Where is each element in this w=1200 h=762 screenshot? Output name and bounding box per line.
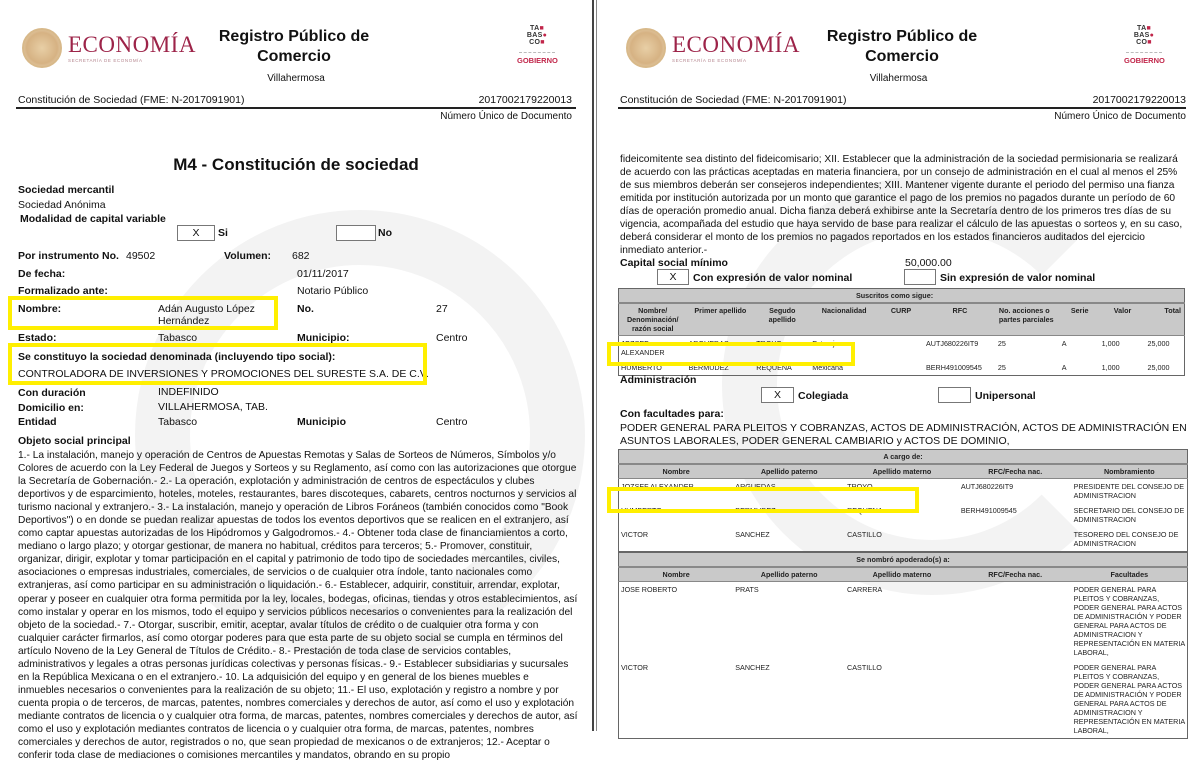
suscritos-table — [618, 288, 1185, 376]
table-cell: PRATS — [735, 585, 759, 594]
city-label: Villahermosa — [869, 73, 928, 84]
table-cell: PRESIDENTE DEL CONSEJO DE ADMINISTRACION — [1073, 482, 1185, 500]
tabasco-logo-text: BAS — [1133, 32, 1150, 39]
registry-title-line1: Registro Público de — [218, 28, 370, 45]
table-cell: REQUENA — [756, 363, 792, 372]
municipio2-value: Centro — [436, 416, 468, 428]
column-header: Nombre/ Denominación/ razón social — [619, 303, 687, 336]
tabasco-logo-text: TA — [1137, 25, 1147, 32]
capital-variable-no-checkbox[interactable] — [336, 225, 376, 241]
unipersonal-label: Unipersonal — [975, 390, 1036, 402]
instrumento-value: 49502 — [126, 250, 156, 262]
table-cell: TESORERO DEL CONSEJO DE ADMINISTRACION — [1073, 530, 1179, 548]
document-type: Constitución de Sociedad (FME: N-2017091901) — [620, 94, 847, 106]
column-header: RFC — [924, 303, 996, 336]
table-row — [619, 360, 1185, 376]
table-cell: ARGUEDAS — [688, 339, 729, 348]
table-cell: 25 — [997, 339, 1006, 348]
no-label: No. — [297, 303, 314, 315]
agency-subtitle: SECRETARÍA DE ECONOMÍA — [672, 58, 747, 63]
denominacion-label: Se constituyo la sociedad denominada (incluyendo tipo social): — [18, 351, 336, 363]
table-row — [619, 527, 1188, 552]
capital-variable-si-label: Si — [218, 227, 228, 239]
table-row — [619, 479, 1188, 504]
document-number: 2017002179220013 — [1092, 94, 1186, 106]
apoderados-table — [618, 552, 1188, 739]
column-header: RFC/Fecha nac. — [959, 567, 1072, 582]
estado-value: Tabasco — [158, 332, 198, 344]
table-cell: A — [1061, 363, 1067, 372]
table-cell: 1,000 — [1101, 363, 1120, 372]
table-cell: ARGUEDAS — [735, 482, 776, 491]
table-cell — [959, 527, 1072, 552]
table-cell: CASTILLO — [847, 530, 882, 539]
duracion-value: INDEFINIDO — [158, 386, 219, 398]
continued-text: fideicomitente sea distinto del fideicomisario; XII. Establecer que la administración de la sociedad permisionaria se realizará de acuerdo con las prácticas aceptadas en materia financiera, por un consejo de administración en el cual al menos el 25% de sus miembros deberán ser consejeros independientes; XIII. Mantener vigente durante el periodo del permiso una fianza emitida por institución autorizada por un monto que garantice el pago de los premios no pagados durante un período de 60 días de operación promedio anual. Dicha fianza deberá exhibirse ante la Secretaría dentro de los primeros tres días de su vigencia, acompañada del estudio que haya servido de base para realizar el cálculo de las apuestas o sorteos y, en su caso, deberá considerar el monto de los premios no pagados reportados en los estados financieros auditados del ejercicio inmediato anterior.- — [620, 154, 1183, 257]
document-type: Constitución de Sociedad (FME: N-2017091901) — [18, 94, 245, 106]
agency-name: ECONOMÍA — [672, 32, 800, 57]
municipio2-label: Municipio — [297, 416, 346, 428]
a-cargo-header-row — [619, 464, 1188, 479]
domicilio-label: Domicilio en: — [18, 402, 84, 414]
duracion-label: Con duración — [18, 387, 86, 399]
table-cell — [878, 336, 924, 361]
municipio-value: Centro — [436, 332, 468, 344]
economia-logo — [626, 28, 800, 68]
column-header: Nombramiento — [1072, 464, 1188, 479]
table-cell — [878, 360, 924, 376]
table-cell: BERH491009545 — [960, 506, 1017, 515]
table-cell: TROYO — [847, 482, 873, 491]
con-valor-nominal-checkbox[interactable]: X — [657, 269, 689, 285]
economia-logo — [22, 28, 196, 68]
registry-title-line2: Comercio — [257, 48, 331, 65]
tabasco-logo: TA■ BAS● CO■ GOBIERNO — [517, 25, 558, 65]
formalizado-label: Formalizado ante: — [18, 285, 108, 297]
tabasco-logo-text: CO — [1136, 39, 1148, 46]
a-cargo-caption: A cargo de: — [619, 450, 1188, 465]
table-cell — [959, 660, 1072, 739]
table-cell: VICTOR — [621, 663, 649, 672]
table-cell: SANCHEZ — [735, 663, 770, 672]
registry-title-line1: Registro Público de — [826, 28, 978, 45]
column-header: Apellido materno — [845, 464, 959, 479]
sociedad-mercantil-label: Sociedad mercantil — [18, 184, 115, 196]
table-cell: Extranjera — [812, 339, 845, 348]
column-header: Serie — [1060, 303, 1100, 336]
table-cell: REQUENA — [847, 506, 883, 515]
sin-valor-nominal-checkbox[interactable] — [904, 269, 936, 285]
nombre-value-line1: Adán Augusto López — [158, 303, 255, 315]
entidad-value: Tabasco — [158, 416, 198, 428]
column-header: Primer apellido — [686, 303, 754, 336]
unipersonal-checkbox[interactable] — [938, 387, 971, 403]
document-number-label: Número Único de Documento — [440, 111, 572, 122]
table-row — [619, 336, 1185, 361]
tabasco-logo: TA■ BAS● CO■ GOBIERNO — [1124, 25, 1165, 65]
instrumento-label: Por instrumento No. — [18, 250, 119, 262]
mexico-seal-icon — [22, 28, 62, 68]
column-header: No. acciones o partes parciales — [996, 303, 1060, 336]
table-cell: AUTJ680226IT9 — [960, 482, 1014, 491]
domicilio-value: VILLAHERMOSA, TAB. — [158, 401, 268, 413]
tabasco-logo-text: CO — [529, 39, 541, 46]
table-cell: PODER GENERAL PARA PLEITOS Y COBRANZAS, PODER GENERAL PARA ACTOS DE ADMINISTRACIÓN Y PODER GENERAL PARA ACTOS DE ADMINISTRACION Y REPRESENTACIÓN EN MATERIA LABORAL, — [1073, 663, 1185, 735]
estado-label: Estado: — [18, 332, 57, 344]
column-header: Facultades — [1072, 567, 1188, 582]
table-cell: BERH491009545 — [925, 363, 982, 372]
a-cargo-table — [618, 449, 1188, 552]
column-header: Apellido materno — [845, 567, 959, 582]
con-valor-nominal-label: Con expresión de valor nominal — [693, 272, 853, 284]
capital-variable-no-label: No — [378, 227, 392, 239]
table-cell: CARRERA — [847, 585, 883, 594]
table-row — [619, 503, 1188, 527]
volumen-label: Volumen: — [224, 250, 272, 262]
capital-value: 50,000.00 — [905, 257, 952, 269]
tabasco-logo-text: BAS — [526, 32, 543, 39]
table-cell: SECRETARIO DEL CONSEJO DE ADMINISTRACION — [1073, 506, 1185, 524]
registry-title-line2: Comercio — [865, 48, 939, 65]
colegiada-label: Colegiada — [798, 390, 849, 402]
suscritos-body — [619, 336, 1185, 376]
table-cell: HUMBERTO — [621, 506, 662, 515]
facultades-value: PODER GENERAL PARA PLEITOS Y COBRANZAS, ACTOS DE ADMINISTRACIÓN, ACTOS DE ADMINISTRACIÓN EN ASUNTOS LABORALES, PODER GENERAL CAMBIARIO y ACTOS DE DOMINIO, — [620, 422, 1187, 447]
nombre-value — [158, 303, 255, 327]
registry-title — [812, 27, 992, 67]
document-page-right — [597, 0, 1200, 735]
column-header: CURP — [878, 303, 924, 336]
table-row — [619, 582, 1188, 661]
agency-name: ECONOMÍA — [68, 32, 196, 57]
column-header: Nacionalidad — [810, 303, 878, 336]
capital-variable-si-checkbox[interactable]: X — [177, 225, 215, 241]
table-cell: SANCHEZ — [735, 530, 770, 539]
entidad-label: Entidad — [18, 416, 57, 428]
document-number: 2017002179220013 — [478, 94, 572, 106]
column-header: Nombre — [619, 464, 734, 479]
colegiada-checkbox[interactable]: X — [761, 387, 794, 403]
table-cell: JOSE ROBERTO — [621, 585, 678, 594]
document-number-label: Número Único de Documento — [1054, 111, 1186, 122]
facultades-label: Con facultades para: — [620, 408, 724, 420]
column-header: Apellido paterno — [733, 464, 845, 479]
table-cell: HUMBERTO — [621, 363, 662, 372]
table-cell: JOZSEF ALEXANDER — [621, 339, 665, 357]
suscritos-header-row — [619, 303, 1185, 336]
tabasco-logo-text: TA — [530, 25, 540, 32]
volumen-value: 682 — [292, 250, 310, 262]
sin-valor-nominal-label: Sin expresión de valor nominal — [940, 272, 1096, 284]
table-cell — [959, 582, 1072, 661]
objeto-social-label: Objeto social principal — [18, 435, 131, 447]
table-cell: TROYO — [756, 339, 782, 348]
nombre-label: Nombre: — [18, 303, 62, 315]
table-cell: 25,000 — [1147, 363, 1170, 372]
administracion-label: Administración — [620, 374, 697, 386]
apoderados-body — [619, 582, 1188, 739]
capital-variable-label: Modalidad de capital variable — [20, 213, 166, 225]
registry-title — [204, 27, 384, 67]
table-cell: AUTJ680226IT9 — [925, 339, 979, 348]
fecha-label: De fecha: — [18, 268, 66, 280]
a-cargo-body — [619, 479, 1188, 552]
table-cell: Mexicana — [812, 363, 843, 372]
table-cell: 1,000 — [1101, 339, 1120, 348]
gobierno-label: GOBIERNO — [1124, 56, 1165, 65]
fecha-value: 01/11/2017 — [297, 268, 349, 280]
table-cell: PODER GENERAL PARA PLEITOS Y COBRANZAS, PODER GENERAL PARA ACTOS DE ADMINISTRACIÓN Y PODER GENERAL PARA ACTOS DE ADMINISTRACION Y REPRESENTACIÓN EN MATERIA LABORAL, — [1073, 585, 1185, 657]
capital-label: Capital social mínimo — [620, 257, 728, 269]
column-header: Apellido paterno — [733, 567, 845, 582]
column-header: RFC/Fecha nac. — [959, 464, 1072, 479]
suscritos-caption: Suscritos como sigue: — [619, 289, 1185, 304]
table-cell: CASTILLO — [847, 663, 882, 672]
nombre-value-line2: Hernández — [158, 315, 210, 327]
column-header: Nombre — [619, 567, 734, 582]
table-cell: JOZSEF ALEXANDER — [621, 482, 694, 491]
table-row — [619, 660, 1188, 739]
municipio-label: Municipio: — [297, 332, 350, 344]
table-cell: 25 — [997, 363, 1006, 372]
mexico-seal-icon — [626, 28, 666, 68]
document-page-left — [0, 0, 592, 762]
column-header: Total — [1146, 303, 1185, 336]
table-cell: BERMUDEZ — [688, 363, 729, 372]
formalizado-value: Notario Público — [297, 285, 369, 297]
gobierno-label: GOBIERNO — [517, 56, 558, 65]
header-rule — [16, 107, 576, 109]
sociedad-mercantil-value: Sociedad Anónima — [18, 199, 106, 211]
objeto-social-text: 1.- La instalación, manejo y operación de Centros de Apuestas Remotas y Salas de Sorteos de Números, Símbolos y/o Colores de acuerdo con la Ley Federal de Juegos y Sorteos y su Reglamento, así como con las autorizaciones que otorgue la Secretaría de Gobernación.- 2.- La operación, explotación y administración de centros de espectáculos y clubes deportivos y de esparcimiento, hoteles, moteles, restaurantes, bares discoteques, cabarets, centros nocturnos y servicios al turismo nacional y extranjero.- 3.- La instalación, manejo y operación de Libros Foráneos (también conocidos como "Book Deportivos") o en donde se puedan realizar apuestas de todos los eventos deportivos que se realicen en el extranjero, así como captar apuestas autorizadas de los Hipódromos y Galgodromos.- 4.- Obtener toda clase de financiamientos a corto, mediano o largo plazo; y otorgar gestionar, de manera no habitual, créditos para terceros; 5.- Promover, constituir, organizar, dirigir, explotar y tomar participación en el capital y patrimonio de todo tipo de sociedades mercantiles, civiles, asociaciones o empresas industriales, comerciales, de servicios o de cualquier otra índole, tanto nacionales como extranjeras, así como participar en su administración o liquidación.- 6.- Establecer, adquirir, constituir, arrendar, explotar, operar y poseer en cualquier otra forma permitida por la ley, locales, bodegas, oficinas, tiendas y otros establecimientos, así como instalar y operar en los mismos, todo el equipo y servicios públicos necesarios o convenientes para la realización del objeto de la sociedad.- 7.- Otorgar, suscribir, emitir, aceptar, avalar títulos de crédito o de cualquier otra forma y con cualquier carácter firmarlos, así como otorgar poderes para que esta parte de su objeto social se cumpla en términos del artículo Noveno de la Ley General de Títulos de Crédito.- 8.- Prestación de toda clase de servicios contables, administrativos y legales a otras personas jurídicas colectivas y personas físicas.- 9.- Establecer subsidiarias y sucursales en la República Mexicana o en el extranjero.- 10. La adquisición del equipo y en general de los bienes muebles e inmuebles necesarios o convenientes para la realización de su objeto; 11.- El uso, explotación y registro a nombre y por cuenta propia o de terceros, de marcas, patentes, nombres comerciales y derechos de autor, así como el uso y explotación mediante contratos de licencia o y cualquier otra forma, de marcas, patentes, nombres comerciales y derechos de autor, así como el uso y explotación mediantes contratos de licencia o y cualquier otra forma, de marcas, patentes, nombres comerciales y derechos de autor, registrados o no, que sean propiedad de mexicanos o de extranjeros; 12.- Aceptar o conferir toda clase de mediaciones o comisiones mercantiles y mandatos, obrando en su propio — [18, 450, 578, 762]
agency-subtitle: SECRETARÍA DE ECONOMÍA — [68, 58, 143, 63]
no-value: 27 — [436, 303, 448, 315]
apoderados-header-row — [619, 567, 1188, 582]
city-label: Villahermosa — [267, 73, 325, 84]
column-header: Segudo apellido — [754, 303, 810, 336]
apoderados-caption: Se nombró apoderado(s) a: — [619, 553, 1188, 568]
table-cell: BERMUDEZ — [735, 506, 776, 515]
denominacion-value: CONTROLADORA DE INVERSIONES Y PROMOCIONES DEL SURESTE S.A. DE C.V. — [18, 368, 429, 380]
form-title: M4 - Constitución de sociedad — [173, 155, 419, 174]
column-header: Valor — [1100, 303, 1146, 336]
header-rule — [618, 107, 1186, 109]
table-cell: 25,000 — [1147, 339, 1170, 348]
table-cell: A — [1061, 339, 1067, 348]
table-cell: VICTOR — [621, 530, 649, 539]
